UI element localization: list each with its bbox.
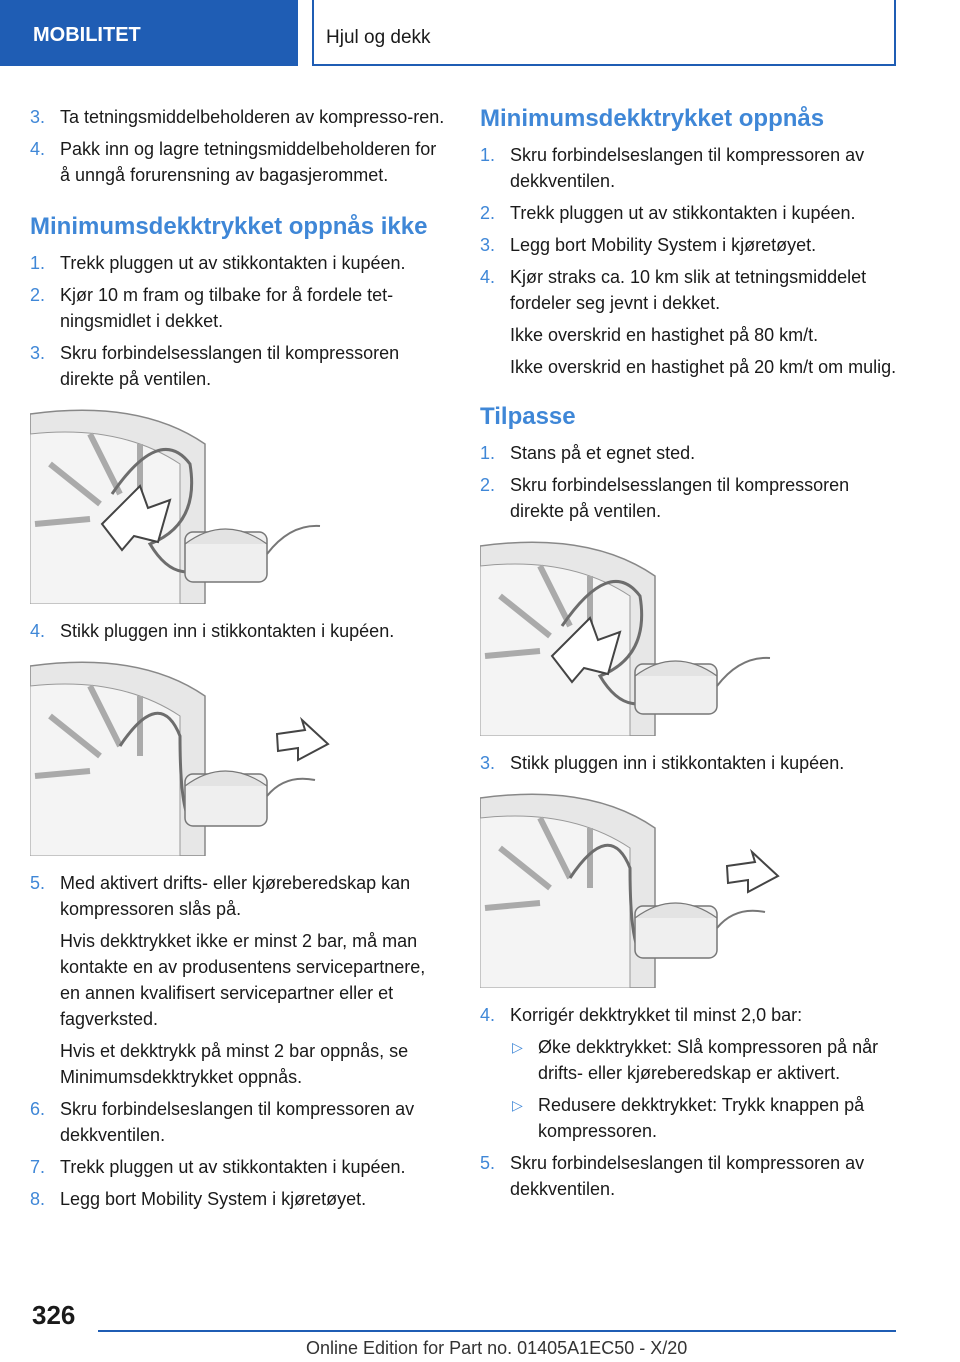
page-number: 326 bbox=[32, 1300, 76, 1330]
list-item: 3. Skru forbindelsesslangen til kompressoren direkte på ventilen. bbox=[30, 343, 400, 389]
triangle-bullet-icon: ▷ bbox=[512, 1097, 523, 1113]
list-item: 6. Skru forbindelseslangen til kompressoren av dekkventilen. bbox=[30, 1099, 415, 1145]
list-item: 4. Pakk inn og lagre tetningsmiddelbeholderen for å unngå forurensning av bagasjerommet. bbox=[30, 139, 437, 185]
section-heading: Tilpasse bbox=[480, 403, 576, 430]
section-heading: Minimumsdekktrykket oppnås ikke bbox=[30, 213, 428, 240]
list-item: 1. Skru forbindelseslangen til kompressoren av dekkventilen. bbox=[480, 145, 865, 191]
list-item: 7. Trekk pluggen ut av stikkontakten i kupéen. bbox=[30, 1157, 406, 1177]
list-item: 2. Skru forbindelsesslangen til kompressoren direkte på ventilen. bbox=[480, 475, 850, 521]
paragraph: Hvis dekktrykket ikke er minst 2 bar, må man kontakte en av produsentens servicepartnere, en annen kvalifisert servicepartner eller et fagverksted. bbox=[60, 931, 426, 1029]
sub-list-item: ▷ Redusere dekktrykket: Trykk knappen på kompressoren. bbox=[480, 1092, 898, 1144]
triangle-bullet-icon: ▷ bbox=[512, 1039, 523, 1055]
illustration-compressor-valve bbox=[480, 536, 900, 736]
list-item: 1. Stans på et egnet sted. bbox=[480, 443, 696, 463]
list-item: 4. Korrigér dekktrykket til minst 2,0 bar: bbox=[480, 1005, 803, 1025]
list-item: 4. Stikk pluggen inn i stikkontakten i kupéen. bbox=[30, 621, 395, 641]
list-item: 1. Trekk pluggen ut av stikkontakten i kupéen. bbox=[30, 253, 406, 273]
left-column bbox=[30, 104, 448, 1218]
footer-divider bbox=[98, 1330, 896, 1332]
illustration-compressor-socket bbox=[30, 656, 450, 856]
list-item: 5. Skru forbindelseslangen til kompressoren av dekkventilen. bbox=[480, 1153, 865, 1199]
list-item: 2. Trekk pluggen ut av stikkontakten i kupéen. bbox=[480, 203, 856, 223]
chapter-title: Hjul og dekk bbox=[312, 0, 896, 66]
list-item: 3. Stikk pluggen inn i stikkontakten i kupéen. bbox=[480, 753, 845, 773]
list-item: 4. Kjør straks ca. 10 km slik at tetningsmiddelet fordeler seg jevnt i dekket. bbox=[480, 267, 867, 313]
list-item: 2. Kjør 10 m fram og tilbake for å fordele tet-ningsmidlet i dekket. bbox=[30, 285, 394, 331]
section-heading: Minimumsdekktrykket oppnås bbox=[480, 105, 825, 132]
paragraph: Ikke overskrid en hastighet på 80 km/t. bbox=[510, 325, 819, 345]
list-item: 3. Legg bort Mobility System i kjøretøyet. bbox=[480, 235, 817, 255]
illustration-compressor-socket bbox=[480, 788, 900, 988]
illustration-compressor-valve bbox=[30, 404, 450, 604]
right-column bbox=[480, 104, 898, 1208]
list-item: 3. Ta tetningsmiddelbeholderen av kompresso-ren. bbox=[30, 107, 445, 127]
sub-list-item: ▷ Øke dekktrykket: Slå kompressoren på når drifts- eller kjøreberedskap er aktivert. bbox=[480, 1034, 898, 1086]
paragraph: Ikke overskrid en hastighet på 20 km/t om mulig. bbox=[510, 357, 897, 377]
section-tab: MOBILITET bbox=[0, 0, 298, 66]
list-item: 5. Med aktivert drifts- eller kjøreberedskap kan kompressoren slås på. bbox=[30, 873, 411, 919]
list-item: 8. Legg bort Mobility System i kjøretøyet. bbox=[30, 1189, 367, 1209]
edition-text: Online Edition for Part no. 01405A1EC50 - X/20 bbox=[306, 1338, 688, 1358]
paragraph: Hvis et dekktrykk på minst 2 bar oppnås, se Minimumsdekktrykket oppnås. bbox=[60, 1041, 409, 1087]
